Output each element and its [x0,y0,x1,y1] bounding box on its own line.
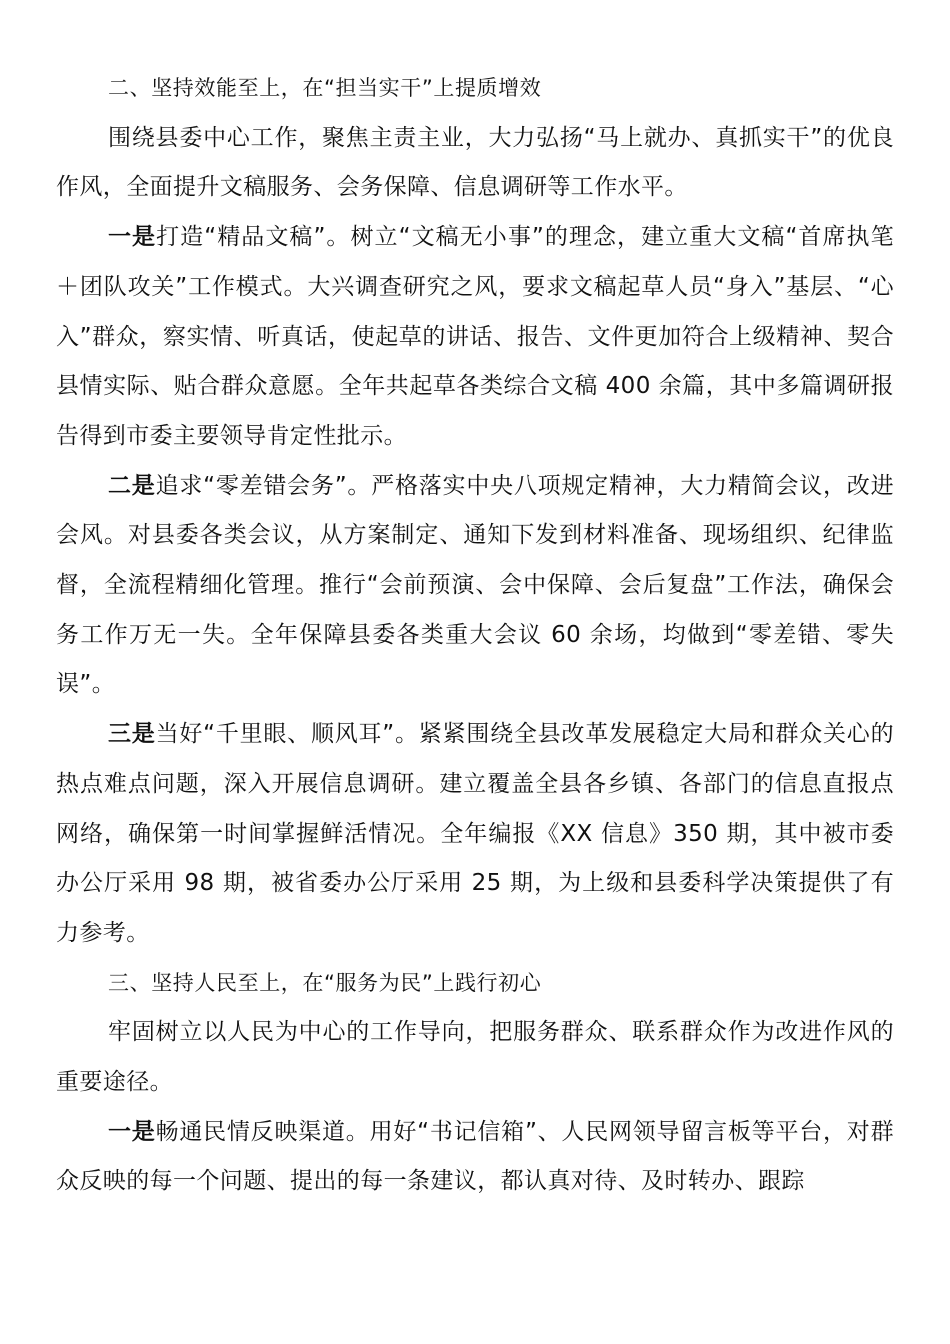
paragraph-intro-3 [56,1008,894,1107]
item-paragraph-2-1 [56,213,894,462]
heading-text: 三、坚持人民至上，在“服务为民”上践行初心 [108,970,542,995]
heading-text: 二、坚持效能至上，在“担当实干”上提质增效 [108,76,542,100]
section-heading-3 [56,959,894,1009]
paragraph-text: 围绕县委中心工作，聚焦主责主业，大力弘扬“马上就办、真抓实干”的优良作风，全面提升文稿服务、会务保障、信息调研等工作水平。 [56,124,894,201]
item-lead: 三是 [108,721,156,748]
item-text: 畅通民情反映渠道。用好“书记信箱”、人民网领导留言板等平台，对群众反映的每一个问题、提出的每一条建议，都认真对待、及时转办、跟踪 [56,1118,894,1195]
document-body [56,64,894,1207]
item-lead: 一是 [108,1118,156,1145]
section-heading-2 [56,64,894,114]
item-text: 打造“精品文稿”。树立“文稿无小事”的理念，建立重大文稿“首席执笔＋团队攻关”工作模式。大兴调查研究之风，要求文稿起草人员“身入”基层、“心入”群众，察实情、听真话，使起草的讲话、报告、文件更加符合上级精神、契合县情实际、贴合群众意愿。全年共起草各类综合文稿 400 余篇，其中多篇调研报告得到市委主要领导肯定性批示。 [56,224,894,449]
item-text: 追求“零差错会务”。严格落实中央八项规定精神，大力精简会议，改进会风。对县委各类会议，从方案制定、通知下发到材料准备、现场组织、纪律监督，全流程精细化管理。推行“会前预演、会中保障、会后复盘”工作法，确保会务工作万无一失。全年保障县委各类重大会议 60 余场，均做到“零差错、零失误”。 [56,472,894,698]
paragraph-text: 牢固树立以人民为中心的工作导向，把服务群众、联系群众作为改进作风的重要途径。 [56,1019,894,1096]
item-paragraph-2-2 [56,462,894,711]
item-paragraph-3-1 [56,1108,894,1207]
item-paragraph-2-3 [56,710,894,959]
paragraph-intro-2 [56,114,894,213]
item-lead: 二是 [108,472,156,499]
item-text: 当好“千里眼、顺风耳”。紧紧围绕全县改革发展稳定大局和群众关心的热点难点问题，深入开展信息调研。建立覆盖全县各乡镇、各部门的信息直报点网络，确保第一时间掌握鲜活情况。全年编报《XX 信息》350 期，其中被市委办公厅采用 98 期，被省委办公厅采用 25 期，为上级和县委科学决策提供了有力参考。 [56,721,894,946]
item-lead: 一是 [108,224,157,251]
